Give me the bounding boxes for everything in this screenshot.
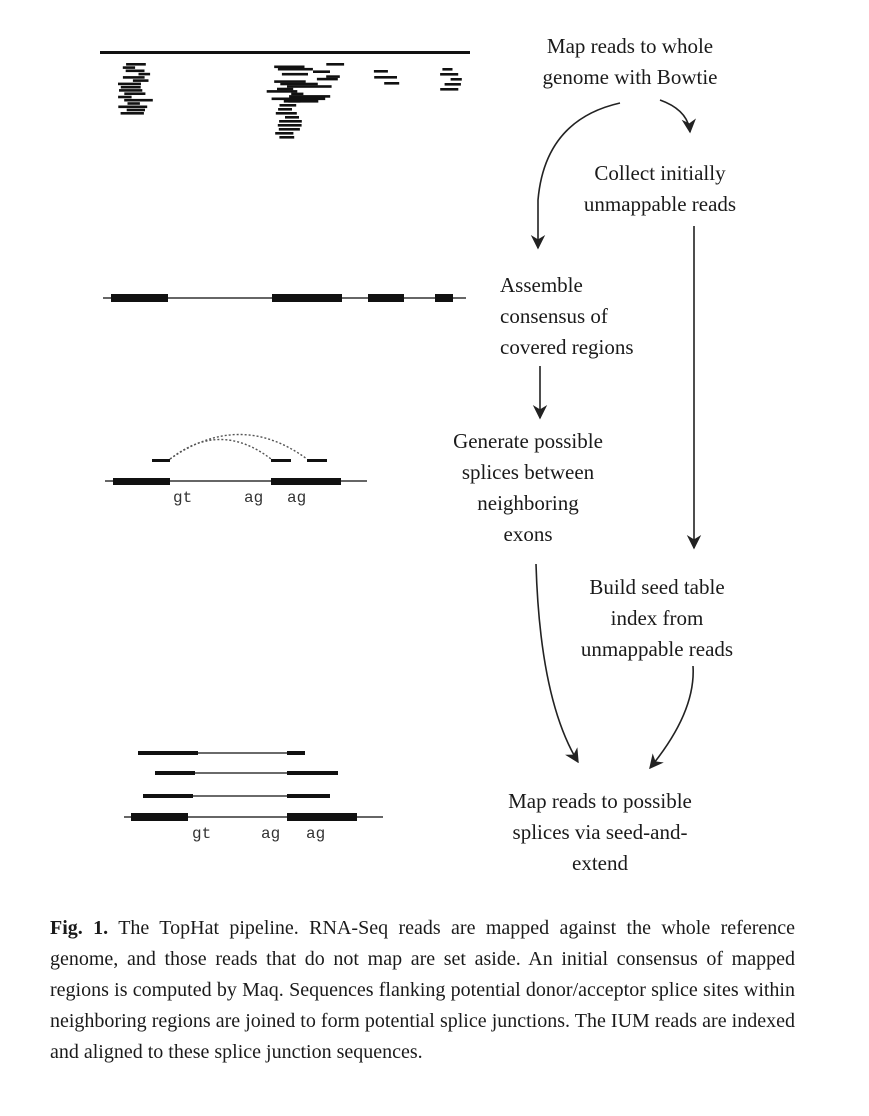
step-assemble-consensus	[490, 270, 670, 363]
step-text-line: unmappable reads	[583, 192, 737, 216]
mapped-read	[287, 85, 332, 88]
donor-site-label: gt	[192, 825, 212, 843]
mapped-read	[279, 128, 300, 131]
mapped-read	[128, 102, 140, 105]
step-text-line: Map reads to whole	[546, 34, 714, 58]
mapped-read	[280, 83, 318, 86]
mapped-read	[274, 80, 306, 83]
mapped-read	[123, 76, 145, 79]
mapped-read	[123, 66, 135, 69]
mapped-read	[440, 73, 458, 76]
step-text-line: exons	[503, 522, 553, 546]
exon-block	[131, 813, 188, 821]
mapped-read	[278, 124, 302, 127]
mapped-read	[126, 70, 145, 73]
mapped-read	[267, 90, 298, 93]
exon-block	[272, 294, 342, 302]
mapped-read	[317, 78, 338, 81]
mapped-read	[384, 82, 399, 85]
read-pileup	[118, 63, 462, 139]
acceptor-site-label: ag	[306, 825, 326, 843]
read-segment	[287, 771, 338, 775]
mapped-read	[326, 75, 340, 78]
consensus-panel	[103, 294, 466, 302]
mapped-read	[285, 116, 299, 119]
mapped-read	[118, 106, 147, 109]
step-text-line: Collect initially	[594, 161, 726, 185]
acceptor-site-label: ag	[261, 825, 281, 843]
mapped-read	[442, 68, 452, 71]
read-segment	[138, 751, 198, 755]
mapped-read	[374, 76, 397, 79]
step-text-line: consensus of	[500, 304, 608, 328]
read-segment	[155, 771, 195, 775]
figure-label: Fig. 1.	[50, 917, 109, 939]
step-text-line: covered regions	[500, 335, 634, 359]
mapped-read	[133, 79, 149, 82]
possible-splices-panel	[105, 435, 367, 508]
mapped-read	[279, 136, 294, 139]
step-generate-splices	[423, 426, 633, 550]
mapped-read	[118, 96, 132, 99]
mapped-read	[289, 95, 330, 98]
exon-block	[287, 813, 357, 821]
mapped-read	[280, 104, 297, 107]
step-text-line: genome with Bowtie	[542, 65, 718, 89]
mapped-read	[276, 112, 297, 115]
step-collect-unmappable	[560, 158, 760, 220]
step-map-whole-genome	[505, 31, 755, 93]
mapped-read	[451, 78, 462, 81]
mapped-read	[313, 70, 330, 73]
read-segment	[143, 794, 193, 798]
exon-block	[271, 478, 341, 485]
mapped-reads-panel	[100, 51, 470, 139]
mapped-read	[274, 66, 304, 69]
step-text-line: splices between	[461, 460, 595, 484]
step-text-line: index from	[610, 606, 704, 630]
mapped-read	[124, 92, 145, 95]
mapped-read	[278, 68, 313, 71]
mapped-read	[119, 89, 142, 92]
arrow-seed-to-map	[650, 666, 693, 768]
mapped-read	[374, 70, 388, 73]
exon-block	[111, 294, 168, 302]
junction-reads-panel	[124, 751, 383, 843]
mapped-read	[282, 73, 308, 76]
mapped-read	[445, 83, 461, 86]
figure-caption	[50, 913, 795, 1068]
step-text-line: neighboring	[477, 491, 579, 515]
read-segment	[287, 794, 330, 798]
step-text-line: Map reads to possible	[508, 789, 692, 813]
mapped-read	[126, 63, 146, 66]
mapped-read	[275, 132, 293, 135]
exon-block	[435, 294, 453, 302]
step-text-line: Generate possible	[453, 429, 603, 453]
splice-arc	[170, 435, 307, 460]
mapped-read	[121, 86, 141, 89]
mapped-read	[279, 120, 302, 123]
step-map-to-splices	[475, 786, 725, 879]
mapped-read	[121, 112, 144, 115]
step-build-seed-table	[552, 572, 762, 665]
donor-site-label: gt	[173, 489, 193, 507]
mapped-read	[118, 83, 141, 86]
step-text-line: unmappable reads	[580, 637, 734, 661]
read-segment	[287, 751, 305, 755]
mapped-read	[139, 73, 151, 76]
reference-genome-line	[100, 51, 470, 54]
exon-block	[113, 478, 170, 485]
mapped-read	[284, 100, 301, 103]
mapped-read	[124, 99, 153, 102]
mapped-read	[277, 88, 293, 91]
mapped-read	[291, 93, 303, 96]
splice-flank	[152, 459, 170, 462]
step-text-line: Assemble	[500, 273, 583, 297]
mapped-read	[326, 63, 344, 66]
mapped-read	[440, 88, 458, 91]
mapped-read	[127, 109, 145, 112]
arrow-to-collect	[660, 100, 690, 132]
step-text-line: Build seed table	[589, 575, 725, 599]
caption-text: The TopHat pipeline. RNA-Seq reads are mapped against the whole reference genome, and those reads that do not map are set aside. An initial consensus of mapped regions is computed by Maq. Sequences flanking potential donor/acceptor splice sites within neighboring regions are joined to form potential splice junctions. The IUM reads are indexed and aligned to these splice junction sequences.	[50, 917, 795, 1063]
splice-flank	[307, 459, 327, 462]
exon-block	[368, 294, 404, 302]
splice-flank	[271, 459, 291, 462]
step-text-line: extend	[572, 851, 628, 875]
mapped-read	[272, 98, 326, 101]
acceptor-site-label: ag	[244, 489, 264, 507]
step-text-line: splices via seed-and-	[512, 820, 688, 844]
acceptor-site-label: ag	[287, 489, 307, 507]
mapped-read	[278, 108, 292, 111]
